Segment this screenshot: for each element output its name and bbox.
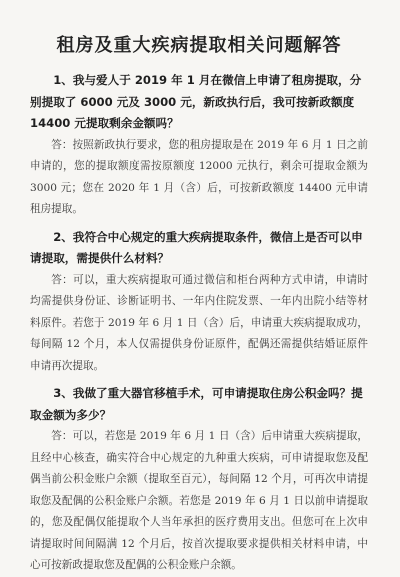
- question-1: 1、我与爱人于 2019 年 1 月在微信上申请了租房提取，分别提取了 6000 元及 3000 元，新政执行后，我可按新政额度 14400 元提取剩余金额吗？: [30, 73, 362, 130]
- question-3: 3、我做了重大器官移植手术，可申请提取住房公积金吗？提取金额为多少？: [30, 386, 363, 422]
- answer-3: 答：可以，若您是 2019 年 6 月 1 日（含）后申请重大疾病提取，且经中心核查，确实符合中心规定的九种重大疾病，可申请提取您及配偶当前公积金账户余额（提取至百元），每间隔 12 个月，可再次申请提取您及配偶的公积金账户余额。若您是 2019 年 6 月 1 日以前申请提取的，您及配偶仅能提取个人当年承担的医疗费用支出。但您可在上次申请提取时间间隔满 12 个月后，按首次提取要求提供相关材料申请，中心可按新政提取您及配偶的公积金账户余额。: [30, 430, 368, 571]
- document-title: 租房及重大疾病提取相关问题解答: [56, 35, 342, 56]
- question-2: 2、我符合中心规定的重大疾病提取条件，微信上是否可以申请提取，需提供什么材料？: [30, 229, 363, 265]
- answer-2: 答：可以，重大疾病提取可通过微信和柜台两种方式申请，申请时均需提供身份证、诊断证明书、一年内住院发票、一年内出院小结等材料原件。若您于 2019 年 6 月 1 日（含）后，申请重大疾病提取成功，每间隔 12 个月，本人仅需提供身份证原件，配偶还需提供结婚证原件申请再次提取。: [30, 273, 368, 372]
- answer-1: 答：按照新政执行要求，您的租房提取是在 2019 年 6 月 1 日之前申请的，您的提取额度需按原额度 12000 元执行，剩余可提取金额为 3000 元；您在 2020 年 1 月（含）后，可按新政额度 14400 元申请租房提取。: [30, 138, 368, 215]
